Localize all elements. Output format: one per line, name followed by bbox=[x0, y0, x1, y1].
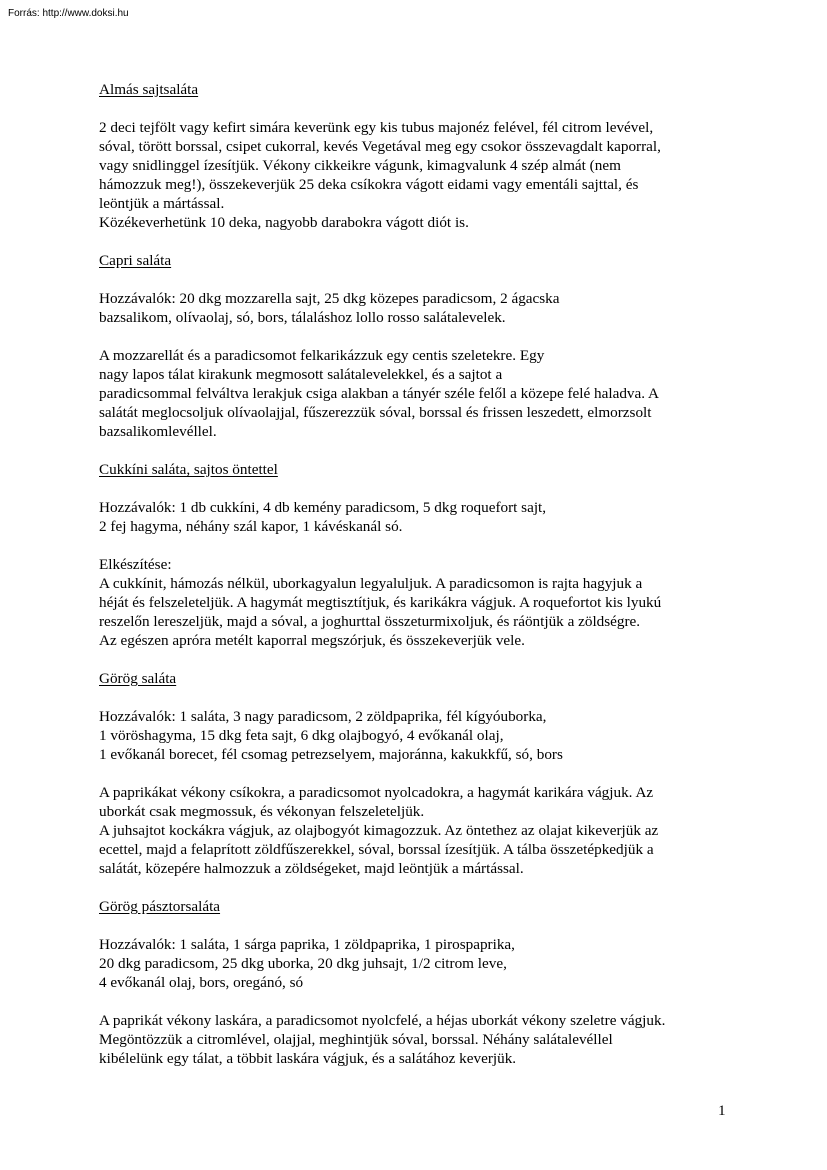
text-line: Megöntözzük a citromlével, olajjal, meghintjük sóval, borssal. Néhány salátalevéllel bbox=[99, 1031, 613, 1048]
text-line: 2 deci tejfölt vagy kefirt simára keverünk egy kis tubus majonéz felével, fél citrom levével, bbox=[99, 119, 654, 136]
section-paragraph bbox=[99, 346, 739, 441]
section-title: Görög saláta bbox=[99, 670, 177, 687]
text-line: 20 dkg paradicsom, 25 dkg uborka, 20 dkg juhsajt, 1/2 citrom leve, bbox=[99, 955, 507, 972]
section-paragraph bbox=[99, 783, 739, 878]
section-gap bbox=[99, 232, 739, 251]
section-paragraph bbox=[99, 555, 739, 650]
text-line: sóval, törött borssal, csipet cukorral, kevés Vegetával meg egy csokor összevagdalt kaporral, bbox=[99, 138, 661, 155]
section-paragraph bbox=[99, 498, 739, 536]
section-gap bbox=[99, 441, 739, 460]
text-line: A paprikákat vékony csíkokra, a paradicsomot nyolcadokra, a hagymát karikára vágjuk. Az bbox=[99, 784, 654, 801]
text-line: uborkát csak megmossuk, és vékonyan felszeleteljük. bbox=[99, 803, 425, 820]
paragraph-gap bbox=[99, 327, 739, 346]
paragraph-gap bbox=[99, 270, 739, 289]
text-line: salátát, közepére halmozzuk a zöldségeket, majd leöntjük a mártással. bbox=[99, 860, 524, 877]
text-line: bazsalikom, olívaolaj, só, bors, tálaláshoz lollo rosso salátalevelek. bbox=[99, 309, 506, 326]
text-line: salátát meglocsoljuk olívaolajjal, fűszerezzük sóval, borssal és frissen leszedett, elmorzsolt bbox=[99, 404, 652, 421]
section-paragraph bbox=[99, 935, 739, 992]
paragraph-gap bbox=[99, 688, 739, 707]
text-line: paradicsommal felváltva lerakjuk csiga alakban a tányér széle felől a közepe felé haladva. A bbox=[99, 385, 659, 402]
text-line: leöntjük a mártással. bbox=[99, 195, 225, 212]
document-body bbox=[99, 80, 739, 1068]
text-line: A juhsajtot kockákra vágjuk, az olajbogyót kimagozzuk. Az öntethez az olajat kikeverjük az bbox=[99, 822, 659, 839]
text-line: reszelőn lereszeljük, majd a sóval, a joghurttal összeturmixoljuk, és ráöntjük a zöldségre. bbox=[99, 613, 641, 630]
text-line: kibélelünk egy tálat, a többit laskára vágjuk, és a salátához keverjük. bbox=[99, 1050, 517, 1067]
section-gap bbox=[99, 878, 739, 897]
page-number: 1 bbox=[718, 1102, 726, 1119]
text-line: Közékeverhetünk 10 deka, nagyobb darabokra vágott diót is. bbox=[99, 214, 469, 231]
section-paragraph bbox=[99, 1011, 739, 1068]
section-title: Görög pásztorsaláta bbox=[99, 898, 221, 915]
paragraph-gap bbox=[99, 536, 739, 555]
section-title: Capri saláta bbox=[99, 252, 172, 269]
paragraph-gap bbox=[99, 764, 739, 783]
text-line: A cukkínit, hámozás nélkül, uborkagyalun legyaluljuk. A paradicsomon is rajta hagyjuk a bbox=[99, 575, 643, 592]
text-line: Hozzávalók: 1 db cukkíni, 4 db kemény paradicsom, 5 dkg roquefort sajt, bbox=[99, 499, 547, 516]
text-line: Hozzávalók: 1 saláta, 3 nagy paradicsom, 2 zöldpaprika, fél kígyóuborka, bbox=[99, 708, 547, 725]
text-line: 2 fej hagyma, néhány szál kapor, 1 kávéskanál só. bbox=[99, 518, 403, 535]
text-line: hámozzuk meg!), összekeverjük 25 deka csíkokra vágott eidami vagy ementáli sajttal, és bbox=[99, 176, 639, 193]
paragraph-gap bbox=[99, 99, 739, 118]
section-paragraph bbox=[99, 118, 739, 232]
text-line: bazsalikomlevéllel. bbox=[99, 423, 217, 440]
section-title: Almás sajtsaláta bbox=[99, 81, 199, 98]
text-line: 1 vöröshagyma, 15 dkg feta sajt, 6 dkg olajbogyó, 4 evőkanál olaj, bbox=[99, 727, 504, 744]
text-line: Elkészítése: bbox=[99, 556, 172, 573]
text-line: 4 evőkanál olaj, bors, oregánó, só bbox=[99, 974, 304, 991]
text-line: vagy snidlinggel ízesítjük. Vékony cikkeikre vágunk, kimagvalunk 4 szép almát (nem bbox=[99, 157, 621, 174]
text-line: Hozzávalók: 1 saláta, 1 sárga paprika, 1 zöldpaprika, 1 pirospaprika, bbox=[99, 936, 515, 953]
paragraph-gap bbox=[99, 916, 739, 935]
text-line: A mozzarellát és a paradicsomot felkarikázzuk egy centis szeletekre. Egy bbox=[99, 347, 545, 364]
section-paragraph bbox=[99, 289, 739, 327]
section-gap bbox=[99, 650, 739, 669]
text-line: héját és felszeleteljük. A hagymát megtisztítjuk, és karikákra vágjuk. A roquefortot kis lyukú bbox=[99, 594, 662, 611]
text-line: Hozzávalók: 20 dkg mozzarella sajt, 25 dkg közepes paradicsom, 2 ágacska bbox=[99, 290, 560, 307]
paragraph-gap bbox=[99, 992, 739, 1011]
text-line: nagy lapos tálat kirakunk megmosott salátalevelekkel, és a sajtot a bbox=[99, 366, 503, 383]
source-header: Forrás: http://www.doksi.hu bbox=[8, 8, 129, 19]
text-line: 1 evőkanál borecet, fél csomag petrezselyem, majoránna, kakukkfű, só, bors bbox=[99, 746, 563, 763]
section-title: Cukkíni saláta, sajtos öntettel bbox=[99, 461, 278, 478]
text-line: Az egészen apróra metélt kaporral megszórjuk, és összekeverjük vele. bbox=[99, 632, 525, 649]
paragraph-gap bbox=[99, 479, 739, 498]
text-line: ecettel, majd a felaprított zöldfűszerekkel, sóval, borssal ízesítjük. A tálba összetépkedjük a bbox=[99, 841, 654, 858]
section-paragraph bbox=[99, 707, 739, 764]
text-line: A paprikát vékony laskára, a paradicsomot nyolcfelé, a héjas uborkát vékony szeletre vágjuk. bbox=[99, 1012, 666, 1029]
